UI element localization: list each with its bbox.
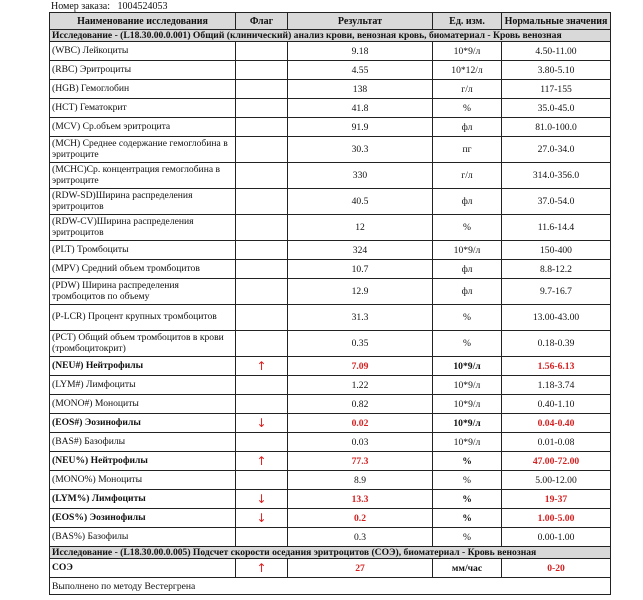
test-name: (MPV) Средний объем тромбоцитов xyxy=(50,260,236,279)
unit-cell: % xyxy=(433,99,502,118)
arrow-up-icon: ↑ xyxy=(256,359,267,373)
test-name: (RBC) Эритроциты xyxy=(50,61,236,80)
result-value: 41.8 xyxy=(288,99,433,118)
result-value: 0.35 xyxy=(288,331,433,357)
test-name: (P-LCR) Процент крупных тромбоцитов xyxy=(50,305,236,331)
test-name: (RDW-CV)Ширина распределения эритроцитов xyxy=(50,215,236,241)
flag-cell xyxy=(236,80,288,99)
table-row xyxy=(50,357,611,376)
unit-cell: % xyxy=(433,490,502,509)
flag-cell xyxy=(236,376,288,395)
table-row xyxy=(50,305,611,331)
reference-range: 47.00-72.00 xyxy=(502,452,611,471)
reference-range: 5.00-12.00 xyxy=(502,471,611,490)
reference-range: 13.00-43.00 xyxy=(502,305,611,331)
table-row xyxy=(50,331,611,357)
unit-cell: г/л xyxy=(433,80,502,99)
arrow-down-icon: ↓ xyxy=(256,511,267,525)
section-header-row xyxy=(50,30,611,42)
unit-cell: мм/час xyxy=(433,559,502,578)
test-name: СОЭ xyxy=(50,559,236,578)
test-name: (MONO#) Моноциты xyxy=(50,395,236,414)
test-name: (EOS#) Эозинофилы xyxy=(50,414,236,433)
flag-cell xyxy=(236,305,288,331)
section-header-row xyxy=(50,547,611,559)
table-row xyxy=(50,118,611,137)
unit-cell: 10*9/л xyxy=(433,376,502,395)
table-row xyxy=(50,376,611,395)
result-value: 1.22 xyxy=(288,376,433,395)
test-name: (NEU#) Нейтрофилы xyxy=(50,357,236,376)
reference-range: 27.0-34.0 xyxy=(502,137,611,163)
unit-cell: 10*9/л xyxy=(433,433,502,452)
header-name: Наименование исследования xyxy=(50,13,236,30)
flag-cell xyxy=(236,279,288,305)
flag-cell xyxy=(236,118,288,137)
reference-range: 117-155 xyxy=(502,80,611,99)
result-value: 12.9 xyxy=(288,279,433,305)
reference-range: 0.40-1.10 xyxy=(502,395,611,414)
result-value: 30.3 xyxy=(288,137,433,163)
unit-cell: фл xyxy=(433,279,502,305)
test-name: (LYM%) Лимфоциты xyxy=(50,490,236,509)
section-title: Исследование - (L18.30.00.0.005) Подсчет скорости оседания эритроцитов (СОЭ), биоматериал - Кровь венозная xyxy=(50,547,611,559)
unit-cell: фл xyxy=(433,118,502,137)
test-name: (NEU%) Нейтрофилы xyxy=(50,452,236,471)
table-row xyxy=(50,260,611,279)
table-row xyxy=(50,433,611,452)
test-name: (HCT) Гематокрит xyxy=(50,99,236,118)
unit-cell: пг xyxy=(433,137,502,163)
unit-cell: 10*9/л xyxy=(433,414,502,433)
reference-range: 1.18-3.74 xyxy=(502,376,611,395)
reference-range: 81.0-100.0 xyxy=(502,118,611,137)
flag-cell xyxy=(236,433,288,452)
result-value: 4.55 xyxy=(288,61,433,80)
flag-cell xyxy=(236,99,288,118)
reference-range: 150-400 xyxy=(502,241,611,260)
table-row xyxy=(50,137,611,163)
flag-cell xyxy=(236,331,288,357)
unit-cell: 10*9/л xyxy=(433,395,502,414)
unit-cell: 10*12/л xyxy=(433,61,502,80)
flag-cell xyxy=(236,509,288,528)
arrow-down-icon: ↓ xyxy=(256,416,267,430)
flag-cell xyxy=(236,42,288,61)
table-row xyxy=(50,395,611,414)
test-name: (PCT) Общий объем тромбоцитов в крови (тромбоцитокрит) xyxy=(50,331,236,357)
test-name: (MONO%) Моноциты xyxy=(50,471,236,490)
flag-cell xyxy=(236,215,288,241)
reference-range: 1.00-5.00 xyxy=(502,509,611,528)
table-header-row xyxy=(50,13,611,30)
unit-cell: фл xyxy=(433,260,502,279)
flag-cell xyxy=(236,414,288,433)
arrow-up-icon: ↑ xyxy=(256,454,267,468)
arrow-up-icon: ↑ xyxy=(256,561,267,575)
unit-cell: % xyxy=(433,528,502,547)
arrow-down-icon: ↓ xyxy=(256,492,267,506)
result-value: 31.3 xyxy=(288,305,433,331)
unit-cell: % xyxy=(433,471,502,490)
unit-cell: г/л xyxy=(433,163,502,189)
header-flag: Флаг xyxy=(236,13,288,30)
unit-cell: 10*9/л xyxy=(433,42,502,61)
reference-range: 37.0-54.0 xyxy=(502,189,611,215)
table-row xyxy=(50,528,611,547)
table-row xyxy=(50,471,611,490)
unit-cell: % xyxy=(433,509,502,528)
test-name: (BAS%) Базофилы xyxy=(50,528,236,547)
result-value: 0.02 xyxy=(288,414,433,433)
flag-cell xyxy=(236,395,288,414)
result-value: 330 xyxy=(288,163,433,189)
table-row xyxy=(50,163,611,189)
result-value: 324 xyxy=(288,241,433,260)
table-row xyxy=(50,414,611,433)
reference-range: 3.80-5.10 xyxy=(502,61,611,80)
unit-cell: 10*9/л xyxy=(433,241,502,260)
reference-range: 0.04-0.40 xyxy=(502,414,611,433)
result-value: 0.3 xyxy=(288,528,433,547)
result-value: 12 xyxy=(288,215,433,241)
method-note-row xyxy=(50,578,611,595)
test-name: (EOS%) Эозинофилы xyxy=(50,509,236,528)
table-row xyxy=(50,509,611,528)
test-name: (BAS#) Базофилы xyxy=(50,433,236,452)
test-name: (WBC) Лейкоциты xyxy=(50,42,236,61)
flag-cell xyxy=(236,528,288,547)
table-row xyxy=(50,99,611,118)
test-name: (PDW) Ширина распределения тромбоцитов по объему xyxy=(50,279,236,305)
result-value: 40.5 xyxy=(288,189,433,215)
unit-cell: % xyxy=(433,331,502,357)
result-value: 7.09 xyxy=(288,357,433,376)
flag-cell xyxy=(236,163,288,189)
unit-cell: % xyxy=(433,305,502,331)
test-name: (MCV) Ср.объем эритроцита xyxy=(50,118,236,137)
reference-range: 35.0-45.0 xyxy=(502,99,611,118)
method-note: Выполнено по методу Вестергрена xyxy=(50,578,611,595)
test-name: (MCHC)Ср. концентрация гемоглобина в эритроците xyxy=(50,163,236,189)
flag-cell xyxy=(236,471,288,490)
table-row xyxy=(50,559,611,578)
unit-cell: фл xyxy=(433,189,502,215)
reference-range: 11.6-14.4 xyxy=(502,215,611,241)
table-row xyxy=(50,42,611,61)
reference-range: 19-37 xyxy=(502,490,611,509)
flag-cell xyxy=(236,137,288,163)
table-row xyxy=(50,189,611,215)
table-row xyxy=(50,215,611,241)
result-value: 0.03 xyxy=(288,433,433,452)
flag-cell xyxy=(236,260,288,279)
reference-range: 0-20 xyxy=(502,559,611,578)
result-value: 13.3 xyxy=(288,490,433,509)
unit-cell: % xyxy=(433,215,502,241)
flag-cell xyxy=(236,490,288,509)
test-name: (HGB) Гемоглобин xyxy=(50,80,236,99)
table-row xyxy=(50,490,611,509)
reference-range: 8.8-12.2 xyxy=(502,260,611,279)
table-row xyxy=(50,241,611,260)
test-name: (MCH) Среднее содержание гемоглобина в эритроците xyxy=(50,137,236,163)
reference-range: 0.00-1.00 xyxy=(502,528,611,547)
result-value: 91.9 xyxy=(288,118,433,137)
reference-range: 314.0-356.0 xyxy=(502,163,611,189)
table-row xyxy=(50,61,611,80)
test-name: (RDW-SD)Ширина распределения эритроцитов xyxy=(50,189,236,215)
result-value: 10.7 xyxy=(288,260,433,279)
table-row xyxy=(50,452,611,471)
reference-range: 4.50-11.00 xyxy=(502,42,611,61)
flag-cell xyxy=(236,241,288,260)
result-value: 0.2 xyxy=(288,509,433,528)
result-value: 8.9 xyxy=(288,471,433,490)
table-row xyxy=(50,80,611,99)
result-value: 77.3 xyxy=(288,452,433,471)
result-value: 9.18 xyxy=(288,42,433,61)
flag-cell xyxy=(236,452,288,471)
reference-range: 0.01-0.08 xyxy=(502,433,611,452)
flag-cell xyxy=(236,559,288,578)
flag-cell xyxy=(236,61,288,80)
result-value: 0.82 xyxy=(288,395,433,414)
results-table xyxy=(49,12,611,595)
test-name: (PLT) Тромбоциты xyxy=(50,241,236,260)
header-result: Результат xyxy=(288,13,433,30)
unit-cell: 10*9/л xyxy=(433,357,502,376)
table-row xyxy=(50,279,611,305)
unit-cell: % xyxy=(433,452,502,471)
header-unit: Ед. изм. xyxy=(433,13,502,30)
flag-cell xyxy=(236,189,288,215)
reference-range: 9.7-16.7 xyxy=(502,279,611,305)
reference-range: 0.18-0.39 xyxy=(502,331,611,357)
result-value: 27 xyxy=(288,559,433,578)
test-name: (LYM#) Лимфоциты xyxy=(50,376,236,395)
result-value: 138 xyxy=(288,80,433,99)
section-title: Исследование - (L18.30.00.0.001) Общий (клинический) анализ крови, венозная кровь, биоматериал - Кровь венозная xyxy=(50,30,611,42)
reference-range: 1.56-6.13 xyxy=(502,357,611,376)
flag-cell xyxy=(236,357,288,376)
order-number: 1004524053 xyxy=(117,1,168,12)
header-norm: Нормальные значения xyxy=(502,13,611,30)
order-label: Номер заказа: xyxy=(51,1,110,12)
